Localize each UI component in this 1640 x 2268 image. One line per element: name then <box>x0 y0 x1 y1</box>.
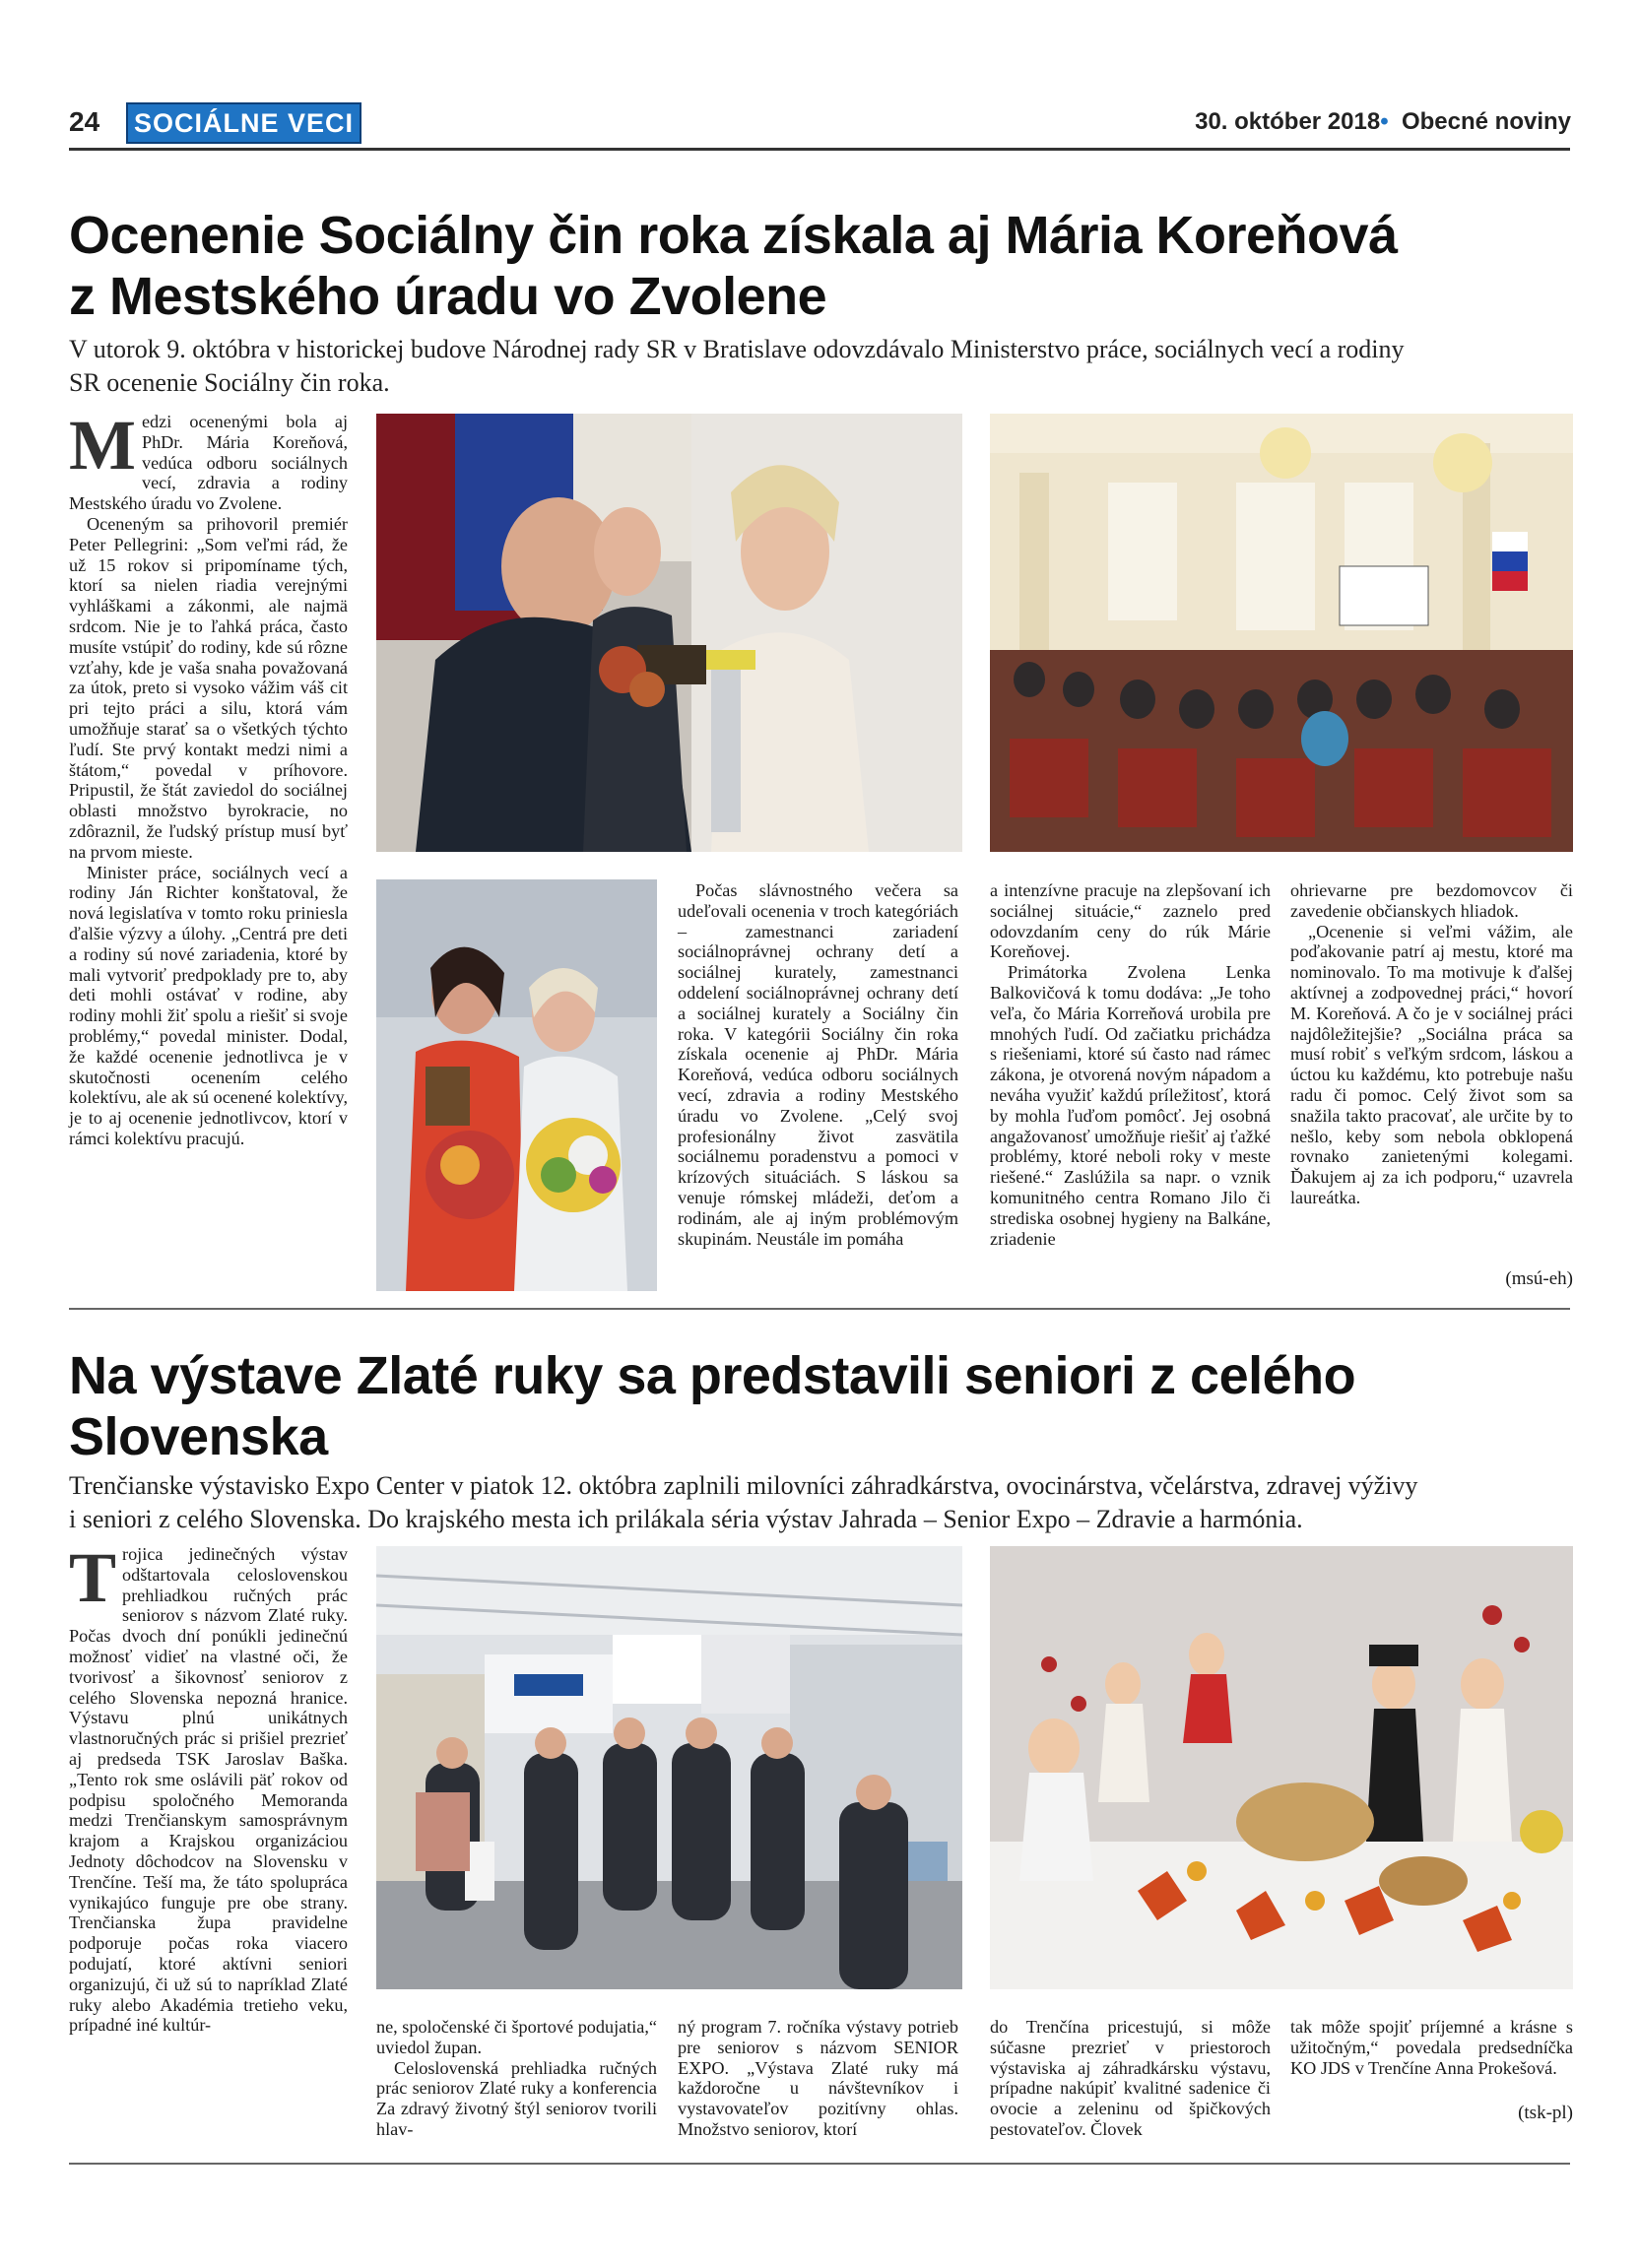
article1-headline: Ocenenie Sociálny čin roka získala aj Mária Koreňová z Mestského úradu vo Zvolene <box>69 206 1398 326</box>
article1-lead: V utorok 9. októbra v historickej budove Národnej rady SR v Bratislave odovzdávalo Ministerstvo práce, sociálnych vecí a rodiny SR ocenenie Sociálny čin roka. <box>69 335 1405 397</box>
article2-column-1: T rojica jedinečných výstav odštartovala celoslovenskou prehliadkou ručných prác seniorov s názvom Zlaté ruky. Počas dvoch dní ponúkli jedinečnú možnosť vidieť na vlastné oči, že tvorivosť a šikovnosť seniorov z celého Slovenska nepozná hranice. Výstavu plnú unikátnych vlastnoručných prác si prišiel prezrieť aj predseda TSK Jaroslav Baška. „Tento rok sme oslávili päť rokov od podpisu spoločného Memoranda medzi Trenčianskym samosprávnym krajom a Krajskou organizáciou Jednoty dôchodcov na Slovensku v Trenčíne. Teší ma, že táto spolupráca vynikajúco funguje pre obe strany. Trenčianska župa pravidelne podporuje počas roka viacero podujatí, ktoré aktívni seniori organizujú, či už sú to napríklad Zlaté ruky alebo Akadémia tretieho veku, prípadné iné kultúr- <box>69 1538 348 2036</box>
dropcap: T <box>69 1538 117 1617</box>
article1-signature: (msú-eh) <box>1505 1268 1573 1289</box>
article2-headline: Na výstave Zlaté ruky sa predstavili seniori z celého Slovenska <box>69 1346 1356 1466</box>
page-number: 24 <box>69 106 100 137</box>
header-rule <box>69 148 1570 151</box>
article2-column-3: ný program 7. ročníka výstavy potrieb pre seniorov s názvom SENIOR EXPO. „Výstava Zlaté ruky má každoročne u návštevníkov i vystavovateľov pozitívny ohlas. Množstvo seniorov, ktorí <box>678 2017 958 2139</box>
article1-column-3: Počas slávnostného večera sa udeľovali ocenenia v troch kategóriách – zamestnanci zariadení sociálnoprávnej ochrany detí a sociálnej kurately, zamestnanci oddelení sociálnoprávnej ochrany detí a sociálnej kurately a Sociálny čin roka. V kategórii Sociálny čin roka získala ocenenie aj PhDr. Mária Koreňová, vedúca odboru sociálnych vecí, zdravia a rodiny Mestského úradu vo Zvolene. „Celý svoj profesionálny život zasvätila sociálnemu poradenstvu a pomoci v krízových situáciách. S láskou sa venuje rómskej mládeži, deťom a rodinám, ale aj iným problémovým skupinám. Neustále im pomáha <box>678 880 958 1249</box>
award-ceremony-photo <box>376 414 962 852</box>
article2-lead: Trenčianske výstavisko Expo Center v piatok 12. októbra zaplnili milovníci záhradkárstva, ovocinárstva, včelárstva, zdravej výživy i seniori z celého Slovenska. Do krajského mesta ich prilákala séria výstav Jahrada – Senior Expo – Zdravie a harmónia. <box>69 1471 1418 1533</box>
paper-name: Obecné noviny <box>1401 108 1571 135</box>
separator-dot: • <box>1380 108 1389 135</box>
exhibition-hall-visitors-photo <box>376 1546 962 1989</box>
article2-column-2: ne, spoločenské či športové podujatia,“ uviedol župan. Celoslovenská prehliadka ručných prác seniorov Zlaté ruky a konferencia Za zdravý životný štýl seniorov tvorili hlav- <box>376 2017 657 2139</box>
section-label: SOCIÁLNE VECI <box>126 102 361 144</box>
article1-column-4: a intenzívne pracuje na zlepšovaní ich sociálnej situácie,“ zaznelo pred odovzdaním ceny do rúk Márie Koreňovej. Primátorka Zvolena Lenka Balkovičová k tomu dodáva: „Je toho veľa, čo Mária Korreňová urobila pre mnohých ľudí. Od začiatku prichádza s riešeniami, ktoré sú často nad rámec zákona, je otvorená novým nápadom a neváha využiť každú príležitosť, ktorá by mohla ľuďom pomôcť. Jej osobná angažovanosť umožňuje riešiť aj ťažké problémy, ktoré neboli roky v meste riešené.“ Zaslúžila sa napr. o vznik komunitného centra Romano Jilo či strediska osobnej hygieny na Balkáne, zriadenie <box>990 880 1271 1249</box>
article-divider <box>69 1308 1570 1310</box>
article1-column-1: M edzi ocenenými bola aj PhDr. Mária Koreňová, vedúca odboru sociálnych vecí, zdravia a rodiny Mestského úradu vo Zvolene. Oceneným sa prihovoril premiér Peter Pellegrini: „Som veľmi rád, že už 15 rokov si pripomíname tých, ktorí sa nielen riadia verejnými vyhláškami a zákonmi, ale najmä srdcom. Nie je to ľahká práca, často musíte vstúpiť do rodiny, kde sú rôzne vzťahy, kde je vaša snaha považovaná za útok, preto si vysoko vážim váš cit pri tejto práci a silu, ktorá vám umožňuje starať sa o všetkých týchto ľudí. Ste prvý kontakt medzi nimi a štátom,“ povedal v príhovore. Pripustil, že štát zaviedol do sociálnej oblasti množstvo byrokracie, no zdôraznil, že ľudský prístup musí byť na prvom mieste. Minister práce, sociálnych vecí a rodiny Ján Richter konštatoval, že nová legislatíva v tomto roku priniesla ďalšie výzvy a úlohy. „Centrá pre deti a rodiny sú nové zariadenia, ktoré by mali vytvoriť predpoklady pre to, aby deti mohli ostávať v rodine, aby rodiny mohli žiť spolu a riešiť si svoje problémy,“ povedal minister. Dodal, že každé ocenenie jednotlivca je v skutočnosti ocenením celého kolektívu, ale ak sú ocenené kolektívy, je to aj ocenenie jednotlivcov, ktorí v rámci kolektívu pracujú. <box>69 406 348 1148</box>
article1-column-5: ohrievarne pre bezdomovcov či zavedenie občianskych hliadok. „Ocenenie si veľmi vážim, ale poďakovanie patrí aj mestu, ktoré ma nominovalo. To ma motivuje k ďalšej aktívnej a zodpovednej práci,“ hovorí M. Koreňová. A čo je v sociálnej práci najdôležitejšie? „Sociálna práca sa musí robiť s veľkým srdcom, láskou a úctou ku každému, kto potrebuje našu radu či pomoc. Celý život som sa snažila takto pracovať, ale určite by to nešlo, keby som nebola obklopená rovnako zanietenými kolegami. Ďakujem aj za ich podporu,“ uzavrela laureátka. <box>1290 880 1573 1207</box>
parliament-hall-audience-photo <box>990 414 1573 852</box>
folk-dolls-display-photo <box>990 1546 1573 1989</box>
article2-column-4: do Trenčína pricestujú, si môže súčasne prezrieť v priestoroch výstaviska aj záhradkársku výstavu, prípadne nakúpiť kvalitné sadenice či ovocie a zeleninu od špičkových pestovateľov. Človek <box>990 2017 1271 2139</box>
article2-column-5: tak môže spojiť príjemné a krásne s užitočným,“ povedala predsedníčka KO JDS v Trenčíne Anna Prokešová. <box>1290 2017 1573 2078</box>
laureate-with-flowers-photo <box>376 879 657 1291</box>
issue-date: 30. október 2018 <box>1195 108 1381 135</box>
issue-info <box>1195 108 1571 136</box>
article2-signature: (tsk-pl) <box>1518 2103 1573 2123</box>
footer-rule <box>69 2163 1570 2165</box>
dropcap: M <box>69 406 136 485</box>
